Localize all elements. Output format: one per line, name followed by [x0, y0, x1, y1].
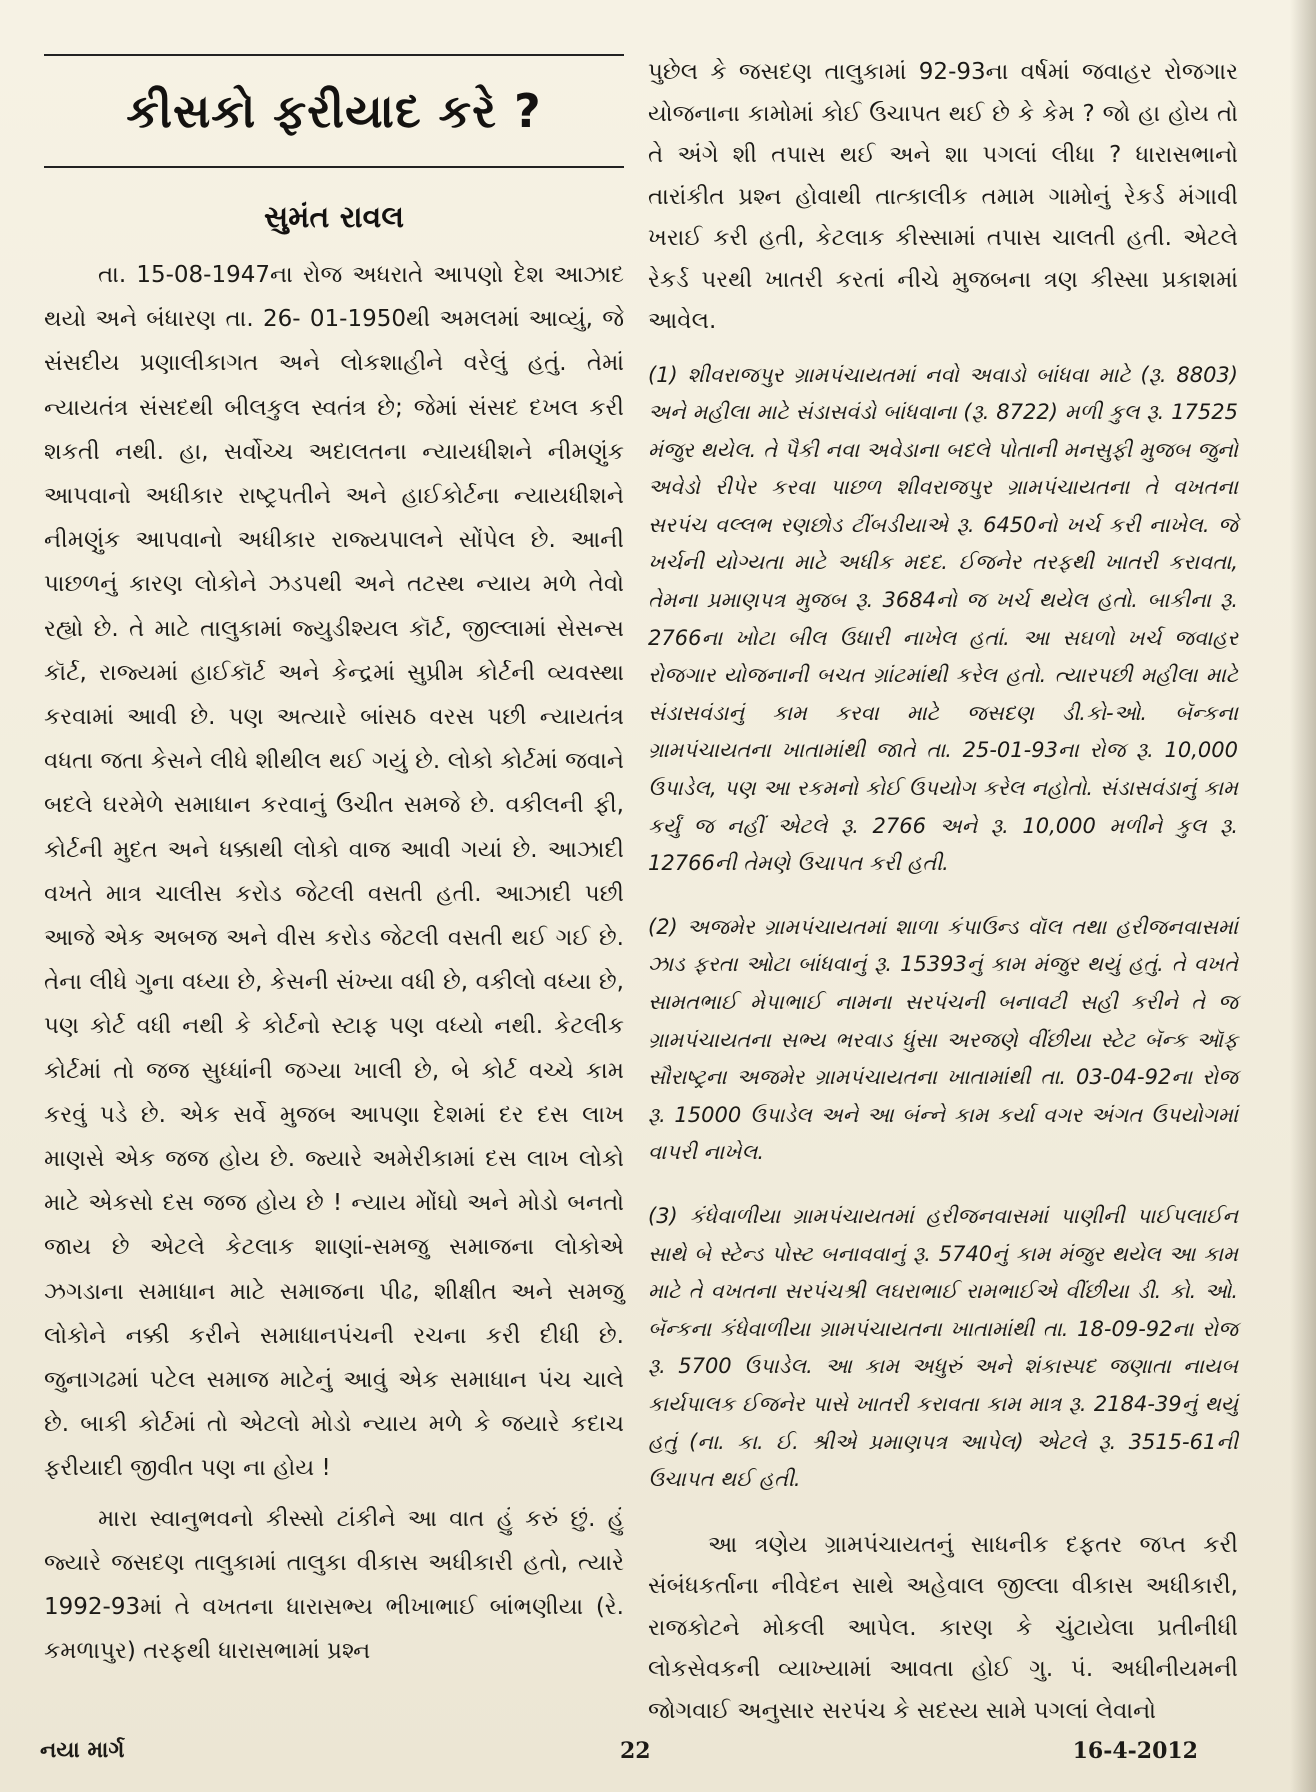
right-column — [648, 52, 1238, 1732]
case-item-1: (1) શીવરાજપુર ગ્રામપંચાયતમાં નવો અવાડો બાંધવા માટે (રૂ. 8803) અને મહીલા માટે સંડાસવંડો બાંધવાના (રૂ. 8722) મળી કુલ રૂ. 17525 મંજુર થયેલ. તે પૈકી નવા અવેડાના બદલે પોતાની મનસુફી મુજબ જુનો અવેડો રીપેર કરવા પાછળ શીવરાજપુર ગ્રામપંચાયતના તે વખતના સરપંચ વલ્લભ રણછોડ ટીંબડીયાએ રૂ. 6450નો ખર્ચ કરી નાખેલ. જે ખર્ચની યોગ્યતા માટે અધીક મદદ. ઈજનેર તરફથી ખાતરી કરાવતા, તેમના પ્રમાણપત્ર મુજબ રૂ. 3684નો જ ખર્ચ થયેલ હતો. બાકીના રૂ. 2766ના ખોટા બીલ ઉધારી નાખેલ હતાં. આ સઘળો ખર્ચ જવાહર રોજગાર યોજનાની બચત ગ્રાંટમાંથી કરેલ હતો. ત્યારપછી મહીલા માટે સંડાસવંડાનું કામ કરવા માટે જસદણ ડી.કો-ઓ. બૅન્કના ગ્રામપંચાયતના ખાતામાંથી જાતે તા. 25-01-93ના રોજ રૂ. 10,000 ઉપાડેલ, પણ આ રકમનો કોઈ ઉપયોગ કરેલ નહોતો. સંડાસવંડાનું કામ કર્યું જ નહીં એટલે રૂ. 2766 અને રૂ. 10,000 મળીને કુલ રૂ. 12766ની તેમણે ઉચાપત કરી હતી. — [648, 362, 1238, 876]
left-column — [44, 44, 624, 1674]
body-paragraph: મારા સ્વાનુભવનો કીસ્સો ટાંકીને આ વાત હું કરું છું. હું જ્યારે જસદણ તાલુકામાં તાલુકા વીકાસ અધીકારી હતો, ત્યારે 1992-93માં તે વખતના ધારાસભ્ય ભીખાભાઈ બાંભણીયા (રે. કમળાપુર) તરફથી ધારાસભામાં પ્રશ્ન — [44, 1505, 624, 1665]
publication-name: નયા માર્ગ — [40, 1738, 125, 1763]
page-number: 22 — [620, 1738, 651, 1764]
case-item-3: (3) કંધેવાળીયા ગ્રામપંચાયતમાં હરીજનવાસમાં પાણીની પાઈપલાઈન સાથે બે સ્ટેન્ડ પોસ્ટ બનાવવાનું રૂ. 5740નું કામ મંજુર થયેલ આ કામ માટે તે વખતના સરપંચશ્રી લઘરાભાઈ રામભાઈએ વીંછીયા ડી. કો. ઓ. બૅન્કના કંધેવાળીયા ગ્રામપંચાયતના ખાતામાંથી તા. 18-09-92ના રોજ રૂ. 5700 ઉપાડેલ. આ કામ અધુરું અને શંકાસ્પદ જણાતા નાયબ કાર્યપાલક ઈજનેર પાસે ખાતરી કરાવતા કામ માત્ર રૂ. 2184-39નું થયું હતું (ના. કા. ઈ. શ્રીએ પ્રમાણપત્ર આપેલ) એટલે રૂ. 3515-61ની ઉચાપત થઈ હતી. — [648, 1203, 1238, 1492]
title-box — [44, 54, 624, 168]
body-paragraph: પુછેલ કે જસદણ તાલુકામાં 92-93ના વર્ષમાં જવાહર રોજગાર યોજનાના કામોમાં કોઈ ઉચાપત થઈ છે કે કેમ ? જો હા હોય તો તે અંગે શી તપાસ થઈ અને શા પગલાં લીધા ? ધારાસભાનો તારાંકીત પ્રશ્ન હોવાથી તાત્કાલીક તમામ ગામોનું રેકર્ડ મંગાવી ખરાઈ કરી હતી, કેટલાક કીસ્સામાં તપાસ ચાલતી હતી. એટલે રેકર્ડ પરથી ખાતરી કરતાં નીચે મુજબના ત્રણ કીસ્સા પ્રકાશમાં આવેલ. — [648, 59, 1238, 334]
page-footer — [0, 1738, 1316, 1774]
body-paragraph: તા. 15-08-1947ના રોજ અધરાતે આપણો દેશ આઝાદ થયો અને બંધારણ તા. 26- 01-1950થી અમલમાં આવ્યું, જે સંસદીય પ્રણાલીકાગત અને લોકશાહીને વરેલું હતું. તેમાં ન્યાયતંત્ર સંસદથી બીલકુલ સ્વતંત્ર છે; જેમાં સંસદ દખલ કરી શકતી નથી. હા, સર્વોચ્ચ અદાલતના ન્યાયધીશને નીમણુંક આપવાનો અધીકાર રાષ્ટ્રપતીને અને હાઈકોર્ટના ન્યાયધીશને નીમણુંક આપવાનો અધીકાર રાજ્યપાલને સોંપેલ છે. આની પાછળનું કારણ લોકોને ઝડપથી અને તટસ્થ ન્યાય મળે તેવો રહ્યો છે. તે માટે તાલુકામાં જ્યુડીશ્યલ કૉર્ટ, જીલ્લામાં સેસન્સ કૉર્ટ, રાજ્યમાં હાઈકૉર્ટ અને કેન્દ્રમાં સુપ્રીમ કોર્ટની વ્યવસ્થા કરવામાં આવી છે. પણ અત્યારે બાંસઠ વરસ પછી ન્યાયતંત્ર વધતા જતા કેસને લીધે શીથીલ થઈ ગયું છે. લોકો કોર્ટમાં જવાને બદલે ઘરમેળે સમાધાન કરવાનું ઉચીત સમજે છે. વકીલની ફી, કોર્ટની મુદત અને ધક્કાથી લોકો વાજ આવી ગયાં છે. આઝાદી વખતે માત્ર ચાલીસ કરોડ જેટલી વસતી હતી. આઝાદી પછી આજે એક અબજ અને વીસ કરોડ જેટલી વસતી થઈ ગઈ છે. તેના લીધે ગુના વધ્યા છે, કેસની સંખ્યા વધી છે, વકીલો વધ્યા છે, પણ કોર્ટ વધી નથી કે કોર્ટનો સ્ટાફ પણ વધ્યો નથી. કેટલીક કોર્ટમાં તો જજ સુધ્ધાંની જગ્યા ખાલી છે, બે કોર્ટ વચ્ચે કામ કરવું પડે છે. એક સર્વે મુજબ આપણા દેશમાં દર દસ લાખ માણસે એક જજ હોય છે. જ્યારે અમેરીકામાં દસ લાખ લોકો માટે એકસો દસ જજ હોય છે ! ન્યાય મોંઘો અને મોડો બનતો જાય છે એટલે કેટલાક શાણાં-સમજુ સમાજના લોકોએ ઝગડાના સમાધાન માટે સમાજના પીઢ, શીક્ષીત અને સમજુ લોકોને નક્કી કરીને સમાધાનપંચની રચના કરી દીધી છે. જુનાગઢમાં પટેલ સમાજ માટેનું આવું એક સમાધાન પંચ ચાલે છે. બાકી કોર્ટમાં તો એટલો મોડો ન્યાય મળે કે જયારે કદાચ ફરીયાદી જીવીત પણ ના હોય ! — [44, 262, 624, 1482]
issue-date: 16-4-2012 — [1072, 1738, 1198, 1764]
page-edge-shadow — [1290, 0, 1316, 1792]
body-paragraph: આ ત્રણેય ગ્રામપંચાયતનું સાધનીક દફતર જપ્ત કરી સંબંધકર્તાના નીવેદન સાથે અહેવાલ જીલ્લા વીકાસ અધીકારી, રાજકોટને મોકલી આપેલ. કારણ કે ચુંટાયેલા પ્રતીનીધી લોકસેવકની વ્યાખ્યામાં આવતા હોઈ ગુ. પં. અધીનીયમની જોગવાઈ અનુસાર સરપંચ કે સદસ્ય સામે પગલાં લેવાનો — [648, 1531, 1238, 1724]
article-author: સુમંત રાવલ — [263, 200, 405, 235]
article-title: કીસકો ફરીયાદ કરે ? — [126, 84, 542, 138]
case-item-2: (2) અજમેર ગ્રામપંચાયતમાં શાળા કંપાઉન્ડ વૉલ તથા હરીજનવાસમાં ઝાડ ફરતા ઓટા બાંધવાનું રૂ. 15393નું કામ મંજુર થયું હતું. તે વખતે સામતભાઈ મેપાભાઈ નામના સરપંચની બનાવટી સહી કરીને તે જ ગ્રામપંચાયતના સભ્ય ભરવાડ ધુંસા અરજણે વીંછીયા સ્ટેટ બૅન્ક ઑફ સૌરાષ્ટ્રના અજમેર ગ્રામપંચાયતના ખાતામાંથી તા. 03-04-92ના રોજ રૂ. 15000 ઉપાડેલ અને આ બંન્ને કામ કર્યા વગર અંગત ઉપયોગમાં વાપરી નાખેલ. — [648, 914, 1238, 1165]
